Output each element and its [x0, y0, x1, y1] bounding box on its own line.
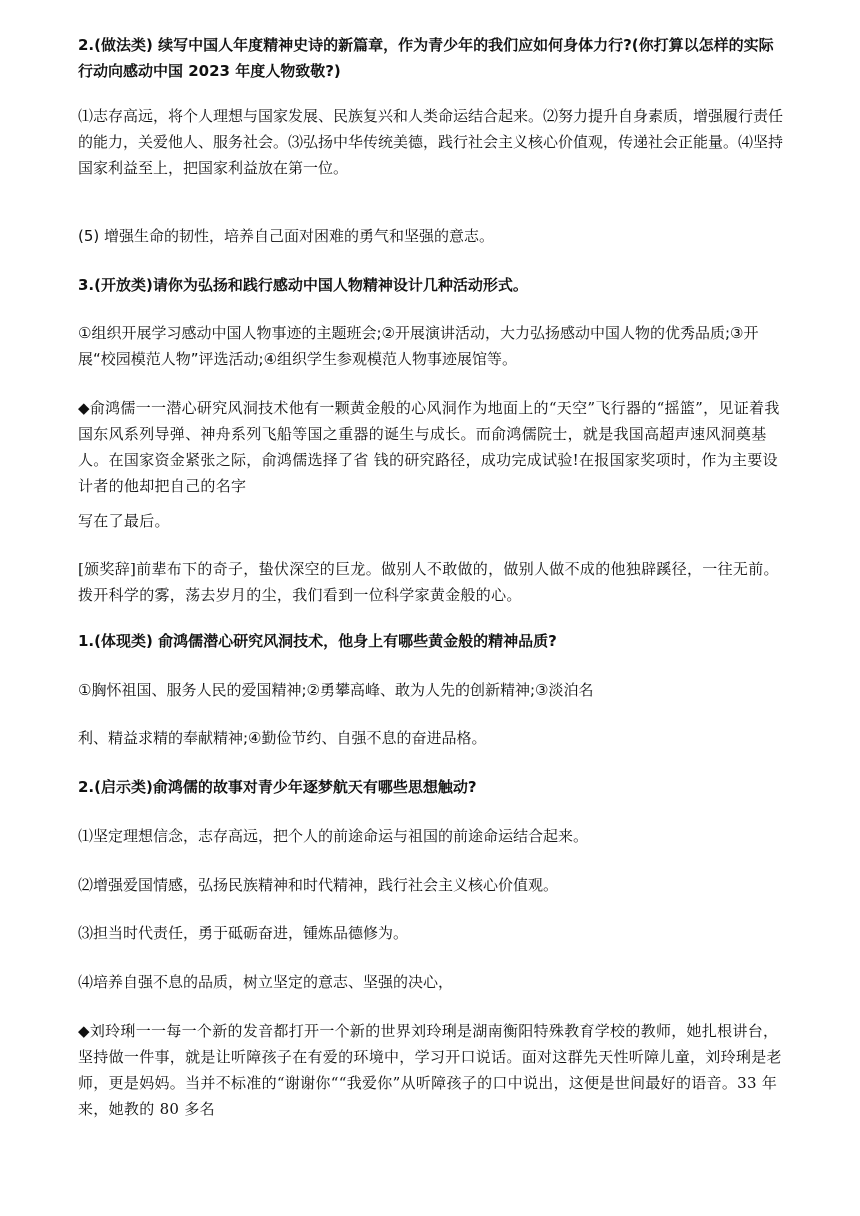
- story-paragraph: ◆刘玲琍一一每一个新的发音都打开一个新的世界刘玲琍是湖南衡阳特殊教育学校的教师，她扎根讲台，坚持做一件事，就是让听障孩子在有爱的环境中，学习开口说话。面对这群先天性听障儿童，刘玲琍是老师，更是妈妈。当并不标准的“谢谢你““我爱你”从听障孩子的口中说出，这便是世间最好的语音。33 年来，她教的 80 多名: [78, 1022, 782, 1118]
- question-paragraph: 3.(开放类)请你为弘扬和践行感动中国人物精神设计几种活动形式。: [78, 276, 528, 294]
- answer-paragraph: ①组织开展学习感动中国人物事迹的主题班会;②开展演讲活动，大力弘扬感动中国人物的优秀品质;③开展“校园模范人物”评选活动;④组织学生参观模范人物事迹展馆等。: [78, 324, 759, 368]
- award-citation: [颁奖辞]前辈布下的奇子，蛰伏深空的巨龙。做别人不敢做的，做别人做不成的他独辟蹊径，一往无前。拨开科学的雾，荡去岁月的尘，我们看到一位科学家黄金般的心。: [78, 560, 779, 604]
- story-paragraph: ◆俞鸿儒一一潜心研究风洞技术他有一颗黄金般的心风洞作为地面上的“天空”飞行器的“摇篮”，见证着我国东风系列导弹、神舟系列飞船等国之重器的诞生与成长。而俞鸿儒院士，就是我国高超声速风洞奠基人。在国家资金紧张之际，俞鸿儒选择了省 钱的研究路径，成功完成试验!在报国家奖项时，作为主要设计者的他却把自己的名字: [78, 399, 780, 495]
- answer-paragraph: 利、精益求精的奉献精神;④勤俭节约、自强不息的奋进品格。: [78, 729, 487, 747]
- question-paragraph: 1.(体现类) 俞鸿儒潜心研究风洞技术，他身上有哪些黄金般的精神品质?: [78, 632, 557, 650]
- answer-paragraph: ⑶担当时代责任，勇于砥砺奋进，锺炼品德修为。: [78, 924, 409, 942]
- answer-paragraph: ⑴志存高远，将个人理想与国家发展、民族复兴和人类命运结合起来。⑵努力提升自身素质，增强履行责任的能力，关爱他人、服务社会。⑶弘扬中华传统美德，践行社会主义核心价值观，传递社会正能量。⑷坚持国家利益至上，把国家利益放在第一位。: [78, 107, 784, 177]
- answer-paragraph: ⑴坚定理想信念，志存高远，把个人的前途命运与祖国的前途命运结合起来。: [78, 827, 589, 845]
- question-paragraph: 2.(启示类)俞鸿儒的故事对青少年逐梦航天有哪些思想触动?: [78, 778, 477, 796]
- answer-paragraph: (5) 增强生命的韧性，培养自己面对困难的勇气和坚强的意志。: [78, 227, 495, 245]
- answer-paragraph: ⑵增强爱国情感，弘扬民族精神和时代精神，践行社会主义核心价值观。: [78, 876, 559, 894]
- story-paragraph: 写在了最后。: [78, 512, 170, 530]
- answer-paragraph: ⑷培养自强不息的品质，树立坚定的意志、坚强的决心，: [78, 973, 454, 991]
- question-paragraph: 2.(做法类) 续写中国人年度精神史诗的新篇章，作为青少年的我们应如何身体力行?(你打算以怎样的实际行动向感动中国 2023 年度人物致敬?): [78, 36, 774, 80]
- answer-paragraph: ①胸怀祖国、服务人民的爱国精神;②勇攀高峰、敢为人先的创新精神;③淡泊名: [78, 681, 594, 699]
